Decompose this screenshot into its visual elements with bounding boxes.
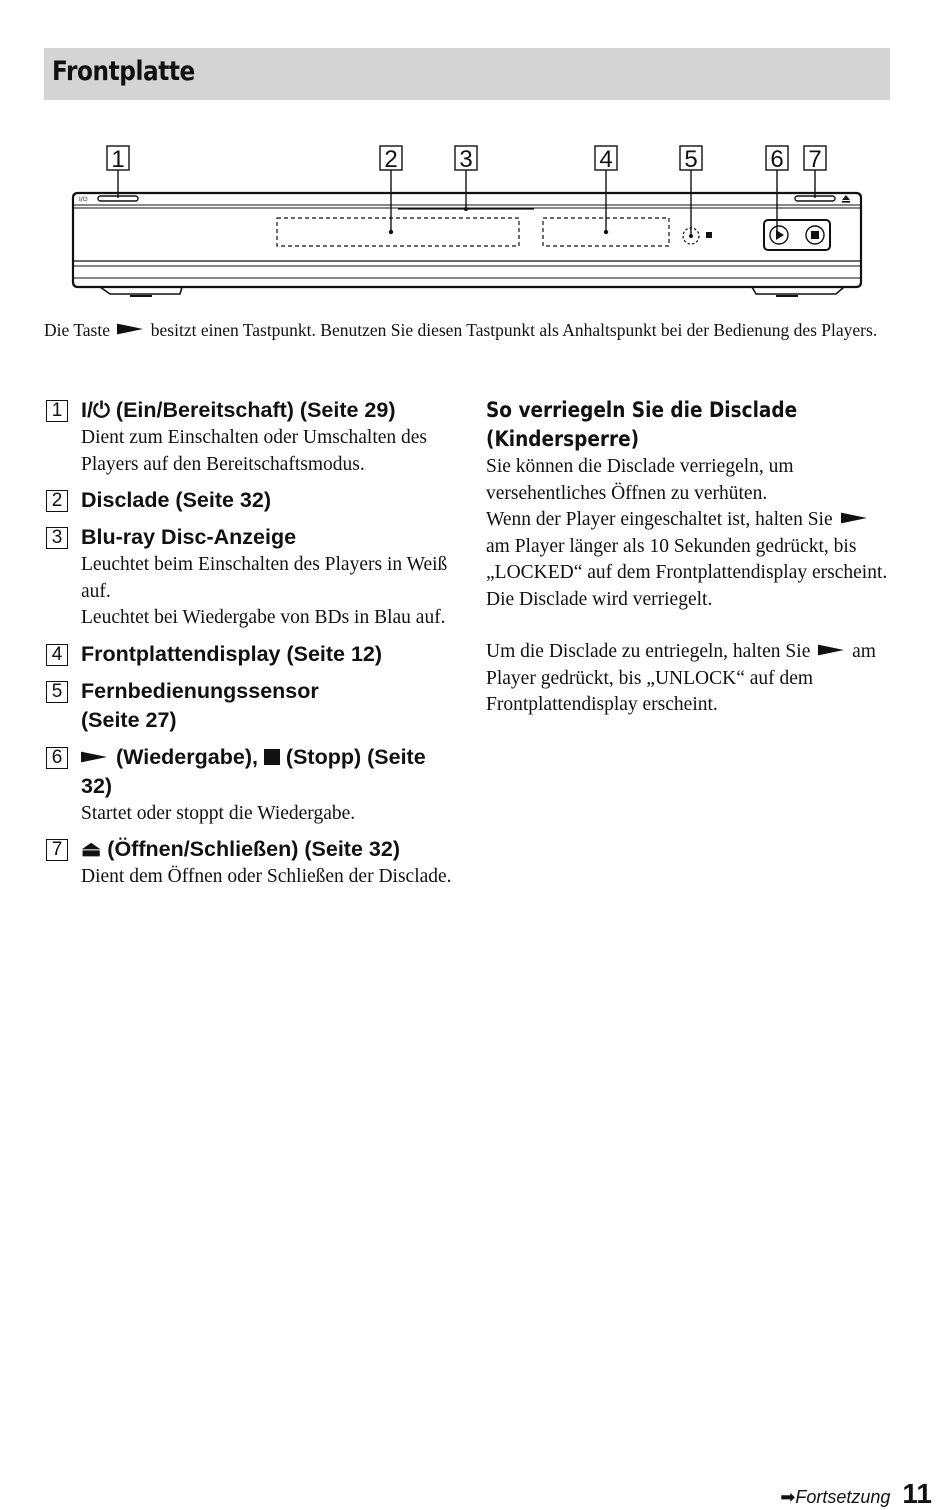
play-icon xyxy=(841,513,867,524)
list-item xyxy=(44,396,454,478)
item-description: Leuchtet beim Einschalten des Players in Weiß auf. xyxy=(81,554,448,602)
item-number: 6 xyxy=(46,747,68,769)
section-heading-line2: (Kindersperre) xyxy=(486,427,640,451)
item-heading xyxy=(81,743,454,801)
continued-label xyxy=(780,1487,890,1508)
paragraph-3-after: am Player gedrückt, bis „UNLOCK“ auf dem Frontplattendisplay erscheint. xyxy=(486,641,876,715)
item-number: 5 xyxy=(46,681,68,703)
title-bar xyxy=(44,48,890,100)
paragraph-2 xyxy=(486,507,896,613)
item-heading: Frontplattendisplay (Seite 12) xyxy=(81,641,383,666)
callout-3: 3 xyxy=(459,146,473,173)
item-number: 7 xyxy=(46,839,68,861)
paragraph-2-after: am Player länger als 10 Sekunden gedrückt, bis „LOCKED“ auf dem Frontplattendisplay erscheint. Die Disclade wird verriegelt. xyxy=(486,535,888,610)
item-heading: Blu-ray Disc-Anzeige xyxy=(81,525,297,549)
continued-text: Fortsetzung xyxy=(795,1487,891,1507)
item-number: 4 xyxy=(46,644,68,666)
intro-text xyxy=(44,318,894,343)
intro-before: Die Taste xyxy=(44,320,111,340)
item-description-2: Leuchtet bei Wiedergabe von BDs in Blau auf. xyxy=(81,607,446,628)
item-number: 3 xyxy=(46,527,68,549)
stop-label: (Stopp) (Seite 32) xyxy=(81,744,426,798)
item-heading: ⏏ (Öffnen/Schließen) (Seite 32) xyxy=(81,837,400,861)
callout-5: 5 xyxy=(684,146,698,173)
item-description: Dient dem Öffnen oder Schließen der Disclade. xyxy=(81,866,452,887)
callout-2: 2 xyxy=(384,146,398,173)
list-item xyxy=(44,835,454,891)
list-item xyxy=(44,523,454,632)
list-item xyxy=(44,677,454,735)
item-heading: I/⏻ (Ein/Bereitschaft) (Seite 29) xyxy=(81,398,396,422)
item-number: 1 xyxy=(46,400,68,422)
play-label: (Wiedergabe), xyxy=(115,744,258,769)
page-footer xyxy=(780,1478,932,1510)
paragraph-2-before: Wenn der Player eingeschaltet ist, halten Sie xyxy=(486,509,833,530)
callout-4: 4 xyxy=(599,146,613,173)
callout-6: 6 xyxy=(770,146,784,173)
item-heading: Disclade (Seite 32) xyxy=(81,488,272,512)
item-description: Dient zum Einschalten oder Umschalten des Players auf den Bereitschaftsmodus. xyxy=(81,427,428,475)
item-heading: Fernbedienungssensor (Seite 27) xyxy=(81,678,319,732)
item-description: Startet oder stoppt die Wiedergabe. xyxy=(81,802,356,824)
stop-icon xyxy=(264,749,280,765)
list-item xyxy=(44,743,454,828)
list-item xyxy=(44,640,454,669)
paragraph-3-before: Um die Disclade zu entriegeln, halten Sie xyxy=(486,641,811,662)
paragraph-1: Sie können die Disclade verriegeln, um versehentliches Öffnen zu verhüten. xyxy=(486,456,794,504)
child-lock-section xyxy=(486,396,896,719)
play-icon xyxy=(81,751,107,762)
section-heading-line1: So verriegeln Sie die Disclade xyxy=(486,398,798,422)
page-title: Frontplatte xyxy=(52,56,195,87)
item-number: 2 xyxy=(46,490,68,512)
item-list xyxy=(44,396,454,899)
intro-after: besitzt einen Tastpunkt. Benutzen Sie diesen Tastpunkt als Anhaltspunkt bei der Bedienung des Players. xyxy=(150,320,878,340)
callout-1: 1 xyxy=(111,146,125,173)
callout-7: 7 xyxy=(808,146,822,173)
arrow-right-icon: ➡ xyxy=(780,1487,796,1507)
play-icon xyxy=(117,324,143,335)
paragraph-3 xyxy=(486,639,896,719)
list-item xyxy=(44,486,454,515)
play-icon xyxy=(818,645,844,656)
page-number: 11 xyxy=(902,1478,932,1509)
panel-power-label: I/⏻ xyxy=(79,196,88,203)
front-panel-diagram xyxy=(0,130,950,310)
